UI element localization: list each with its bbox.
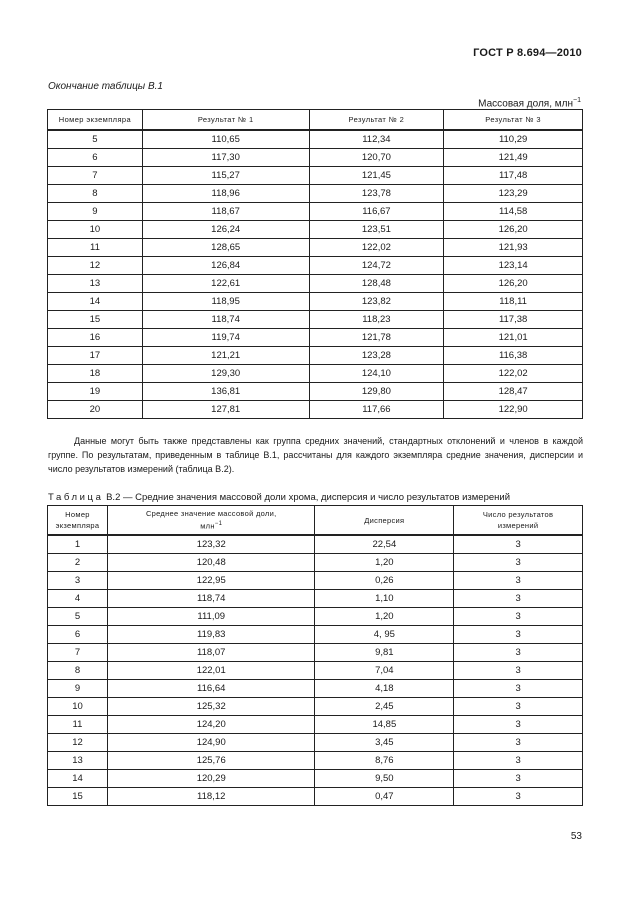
table-cell: 17 <box>48 347 143 365</box>
table-row <box>48 329 583 347</box>
table-row <box>48 770 583 788</box>
table-cell: 121,49 <box>444 149 583 167</box>
column-header-specimen <box>48 506 108 536</box>
table-cell: 11 <box>48 239 143 257</box>
table-cell: 110,65 <box>142 130 309 149</box>
table-cell: 3 <box>454 644 583 662</box>
table-cell: 3,45 <box>315 734 454 752</box>
table-cell: 122,61 <box>142 275 309 293</box>
table-cell: 0,47 <box>315 788 454 806</box>
table-cell: 122,95 <box>107 572 315 590</box>
table-row <box>48 644 583 662</box>
table-cell: 125,32 <box>107 698 315 716</box>
table-cell: 114,58 <box>444 203 583 221</box>
table-cell: 118,96 <box>142 185 309 203</box>
table-cell: 121,45 <box>309 167 444 185</box>
body-paragraph <box>48 434 583 476</box>
table-cell: 13 <box>48 752 108 770</box>
table-row <box>48 275 583 293</box>
table-row <box>48 716 583 734</box>
table-cell: 1,20 <box>315 608 454 626</box>
table-cell: 119,74 <box>142 329 309 347</box>
table-cell: 115,27 <box>142 167 309 185</box>
table-b2-body <box>48 535 583 806</box>
table-b1-body <box>48 130 583 419</box>
table-row <box>48 626 583 644</box>
table-cell: 9,50 <box>315 770 454 788</box>
table-row <box>48 698 583 716</box>
table-cell: 118,74 <box>142 311 309 329</box>
table-cell: 13 <box>48 275 143 293</box>
table-cell: 15 <box>48 788 108 806</box>
column-header-count <box>454 506 583 536</box>
table-cell: 4 <box>48 590 108 608</box>
table-cell: 7 <box>48 167 143 185</box>
table-cell: 124,72 <box>309 257 444 275</box>
table-cell: 3 <box>454 590 583 608</box>
table2-caption <box>48 492 510 503</box>
table-cell: 1,10 <box>315 590 454 608</box>
table-cell: 18 <box>48 365 143 383</box>
table-row <box>48 293 583 311</box>
table-cell: 110,29 <box>444 130 583 149</box>
document-code: ГОСТ Р 8.694—2010 <box>473 47 582 59</box>
table-cell: 120,48 <box>107 554 315 572</box>
table-cell: 124,20 <box>107 716 315 734</box>
table-cell: 2 <box>48 554 108 572</box>
table-cell: 117,66 <box>309 401 444 419</box>
table-cell: 118,12 <box>107 788 315 806</box>
column-header: Результат № 2 <box>309 110 444 131</box>
table-cell: 1,20 <box>315 554 454 572</box>
table-cell: 123,32 <box>107 535 315 554</box>
table-cell: 126,84 <box>142 257 309 275</box>
table-cell: 12 <box>48 734 108 752</box>
table-cell: 4,18 <box>315 680 454 698</box>
table-cell: 5 <box>48 608 108 626</box>
table-cell: 3 <box>454 752 583 770</box>
table-cell: 124,10 <box>309 365 444 383</box>
table-cell: 128,48 <box>309 275 444 293</box>
table-cell: 16 <box>48 329 143 347</box>
table-cell: 4, 95 <box>315 626 454 644</box>
table1-continuation-label: Окончание таблицы В.1 <box>48 81 163 92</box>
table-row <box>48 752 583 770</box>
table-cell: 3 <box>454 716 583 734</box>
table-cell: 136,81 <box>142 383 309 401</box>
table-b2 <box>47 505 583 806</box>
table-cell: 3 <box>454 680 583 698</box>
table-cell: 120,29 <box>107 770 315 788</box>
table-cell: 121,01 <box>444 329 583 347</box>
table-cell: 10 <box>48 698 108 716</box>
table-cell: 123,14 <box>444 257 583 275</box>
header-line: измерений <box>497 521 539 530</box>
table-cell: 129,30 <box>142 365 309 383</box>
table-row <box>48 554 583 572</box>
table-cell: 8 <box>48 185 143 203</box>
table-cell: 123,28 <box>309 347 444 365</box>
page-number: 53 <box>570 831 582 842</box>
table-cell: 127,81 <box>142 401 309 419</box>
table-cell: 118,74 <box>107 590 315 608</box>
table-cell: 118,95 <box>142 293 309 311</box>
header-line: Номер <box>65 510 90 519</box>
table-cell: 19 <box>48 383 143 401</box>
table-row <box>48 365 583 383</box>
table-cell: 117,30 <box>142 149 309 167</box>
table-cell: 3 <box>454 662 583 680</box>
table-row <box>48 383 583 401</box>
table-row <box>48 734 583 752</box>
table-cell: 3 <box>454 608 583 626</box>
table-row <box>48 221 583 239</box>
table-row <box>48 130 583 149</box>
table-row <box>48 149 583 167</box>
table-cell: 8,76 <box>315 752 454 770</box>
table-row <box>48 788 583 806</box>
column-header: Результат № 3 <box>444 110 583 131</box>
table-row <box>48 167 583 185</box>
column-header-variance: Дисперсия <box>315 506 454 536</box>
table-cell: 11 <box>48 716 108 734</box>
header-line: млн <box>200 521 215 531</box>
table-cell: 122,01 <box>107 662 315 680</box>
table-cell: 3 <box>454 788 583 806</box>
table-row <box>48 572 583 590</box>
table-cell: 118,67 <box>142 203 309 221</box>
table-row <box>48 257 583 275</box>
table-cell: 6 <box>48 626 108 644</box>
table-row <box>48 662 583 680</box>
table-cell: 14 <box>48 293 143 311</box>
unit-text: Массовая доля, млн <box>478 98 574 110</box>
header-line: Число результатов <box>482 510 554 519</box>
table-cell: 20 <box>48 401 143 419</box>
table-cell: 12 <box>48 257 143 275</box>
table-cell: 117,38 <box>444 311 583 329</box>
table-cell: 118,23 <box>309 311 444 329</box>
table-cell: 119,83 <box>107 626 315 644</box>
paragraph-text: Данные могут быть также представлены как группа средних значений, стандартных отклонений и членов в каждой группе. По результатам, приведенным в таблице В.1, рассчитаны для каждого экземпляра средние значения, дисперсии и число результатов измерений (таблица В.2). <box>48 436 583 474</box>
table-cell: 3 <box>454 572 583 590</box>
table-cell: 10 <box>48 221 143 239</box>
table-cell: 7,04 <box>315 662 454 680</box>
table-cell: 121,21 <box>142 347 309 365</box>
table-header-row <box>48 110 583 131</box>
table-cell: 3 <box>454 554 583 572</box>
table-cell: 122,02 <box>309 239 444 257</box>
header-line: экземпляра <box>55 521 100 530</box>
table-row <box>48 680 583 698</box>
table-cell: 6 <box>48 149 143 167</box>
column-header: Номер экземпляра <box>48 110 143 131</box>
table-cell: 120,70 <box>309 149 444 167</box>
table-cell: 9,81 <box>315 644 454 662</box>
table-cell: 9 <box>48 203 143 221</box>
table-b1 <box>47 109 583 419</box>
table-cell: 124,90 <box>107 734 315 752</box>
table-cell: 117,48 <box>444 167 583 185</box>
table-cell: 3 <box>454 770 583 788</box>
table-row <box>48 401 583 419</box>
table-cell: 3 <box>454 734 583 752</box>
table-row <box>48 535 583 554</box>
table-row <box>48 608 583 626</box>
table-cell: 128,65 <box>142 239 309 257</box>
table-row <box>48 311 583 329</box>
table-cell: 3 <box>454 535 583 554</box>
table-cell: 116,67 <box>309 203 444 221</box>
table-cell: 128,47 <box>444 383 583 401</box>
table-cell: 8 <box>48 662 108 680</box>
table-cell: 3 <box>454 626 583 644</box>
table-cell: 129,80 <box>309 383 444 401</box>
table-cell: 5 <box>48 130 143 149</box>
table-cell: 22,54 <box>315 535 454 554</box>
column-header-mean <box>107 506 315 536</box>
header-line: Среднее значение массовой доли, <box>145 509 277 519</box>
table-cell: 0,26 <box>315 572 454 590</box>
table-cell: 123,78 <box>309 185 444 203</box>
table-cell: 118,11 <box>444 293 583 311</box>
table-cell: 122,90 <box>444 401 583 419</box>
table-cell: 2,45 <box>315 698 454 716</box>
table-cell: 111,09 <box>107 608 315 626</box>
header-superscript: −1 <box>214 521 223 528</box>
table-cell: 116,64 <box>107 680 315 698</box>
column-header: Результат № 1 <box>142 110 309 131</box>
table-cell: 125,76 <box>107 752 315 770</box>
table-row <box>48 239 583 257</box>
table-row <box>48 347 583 365</box>
table-cell: 15 <box>48 311 143 329</box>
table-cell: 121,93 <box>444 239 583 257</box>
table1-unit-label <box>478 97 581 109</box>
caption-word: Таблица <box>48 492 104 503</box>
table-cell: 116,38 <box>444 347 583 365</box>
table-cell: 126,20 <box>444 275 583 293</box>
table-cell: 14 <box>48 770 108 788</box>
table-cell: 3 <box>454 698 583 716</box>
table-cell: 14,85 <box>315 716 454 734</box>
table-cell: 1 <box>48 535 108 554</box>
caption-text: В.2 — Средние значения массовой доли хрома, дисперсия и число результатов измерений <box>103 492 511 503</box>
unit-superscript: −1 <box>573 97 581 104</box>
table-cell: 123,51 <box>309 221 444 239</box>
table-cell: 122,02 <box>444 365 583 383</box>
table-cell: 123,82 <box>309 293 444 311</box>
table-cell: 123,29 <box>444 185 583 203</box>
table-row <box>48 590 583 608</box>
table-cell: 3 <box>48 572 108 590</box>
table-cell: 126,20 <box>444 221 583 239</box>
table-row <box>48 185 583 203</box>
table-cell: 112,34 <box>309 130 444 149</box>
table-cell: 118,07 <box>107 644 315 662</box>
table-cell: 9 <box>48 680 108 698</box>
table-cell: 121,78 <box>309 329 444 347</box>
table-cell: 7 <box>48 644 108 662</box>
table-header-row <box>48 506 583 536</box>
table-row <box>48 203 583 221</box>
table-cell: 126,24 <box>142 221 309 239</box>
